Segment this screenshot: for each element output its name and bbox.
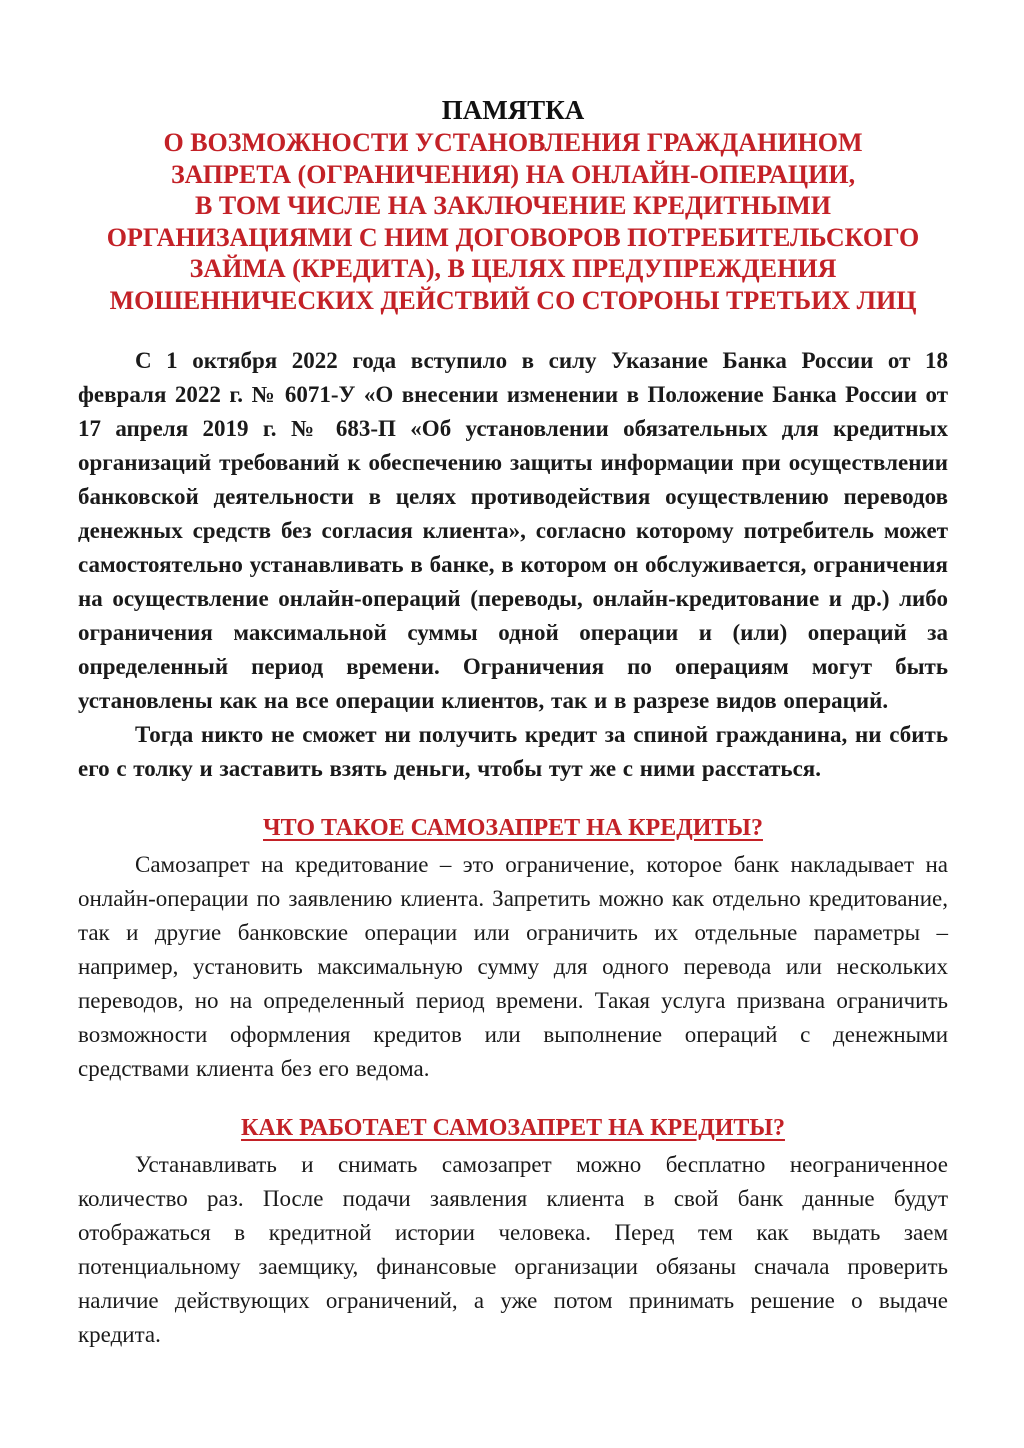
section-heading-what-is-self-ban: [78, 811, 948, 845]
subtitle-line-6: МОШЕННИЧЕСКИХ ДЕЙСТВИЙ СО СТОРОНЫ ТРЕТЬИХ ЛИЦ: [109, 285, 917, 315]
subtitle-line-3: В ТОМ ЧИСЛЕ НА ЗАКЛЮЧЕНИЕ КРЕДИТНЫМИ: [194, 191, 832, 220]
document-subtitle: [78, 127, 948, 316]
document-title: ПАМЯТКА: [441, 95, 585, 125]
section-heading-what-is-self-ban-text: ЧТО ТАКОЕ САМОЗАПРЕТ НА КРЕДИТЫ?: [263, 815, 763, 841]
intro-paragraph-regulation: С 1 октября 2022 года вступило в силу Указание Банка России от 18 февраля 2022 г. № 6071-У «О внесении изменении в Положение Банка России от 17 апреля 2019 г. № 683-П «Об установлении обязательных для кредитных организаций требований к обеспечению защиты информации при осуществлении банковской деятельности в целях противодействия осуществлению переводов денежных средств без согласия клиента», согласно которому потребитель может самостоятельно устанавливать в банке, в котором он обслуживается, ограничения на осуществление онлайн-операций (переводы, онлайн-кредитование и др.) либо ограничения максимальной суммы одной операции и (или) операций за определенный период времени. Ограничения по операциям могут быть установлены как на все операции клиентов, так и в разрезе видов операций.: [78, 348, 948, 713]
section-body-what-is-self-ban: Самозапрет на кредитование – это ограничение, которое банк накладывает на онлайн-операции по заявлению клиента. Запретить можно как отдельно кредитование, так и другие банковские операции или ограничить их отдельные параметры – например, установить максимальную сумму для одного перевода или нескольких переводов, но на определенный период времени. Такая услуга призвана ограничить возможности оформления кредитов или выполнение операций с денежными средствами клиента без его ведома.: [78, 852, 948, 1081]
subtitle-line-4: ОРГАНИЗАЦИЯМИ С НИМ ДОГОВОРОВ ПОТРЕБИТЕЛЬСКОГО: [106, 222, 920, 252]
section-body-how-self-ban-works: Устанавливать и снимать самозапрет можно бесплатно неограниченное количество раз. После подачи заявления клиента в свой банк данные будут отображаться в кредитной истории человека. Перед тем как выдать заем потенциальному заемщику, финансовые организации обязаны сначала проверить наличие действующих ограничений, а уже потом принимать решение о выдаче кредита.: [78, 1152, 948, 1347]
subtitle-line-1: О ВОЗМОЖНОСТИ УСТАНОВЛЕНИЯ ГРАЖДАНИНОМ: [163, 128, 863, 157]
intro-paragraph-benefit: Тогда никто не сможет ни получить кредит за спиной гражданина, ни сбить его с толку и заставить взять деньги, чтобы тут же с ними расстаться.: [78, 722, 948, 781]
subtitle-line-5: ЗАЙМА (КРЕДИТА), В ЦЕЛЯХ ПРЕДУПРЕЖДЕНИЯ: [189, 254, 837, 283]
section-heading-how-self-ban-works-text: КАК РАБОТАЕТ САМОЗАПРЕТ НА КРЕДИТЫ?: [241, 1115, 785, 1141]
section-heading-how-self-ban-works: [78, 1111, 948, 1145]
subtitle-line-2: ЗАПРЕТА (ОГРАНИЧЕНИЯ) НА ОНЛАЙН-ОПЕРАЦИИ,: [170, 159, 856, 189]
